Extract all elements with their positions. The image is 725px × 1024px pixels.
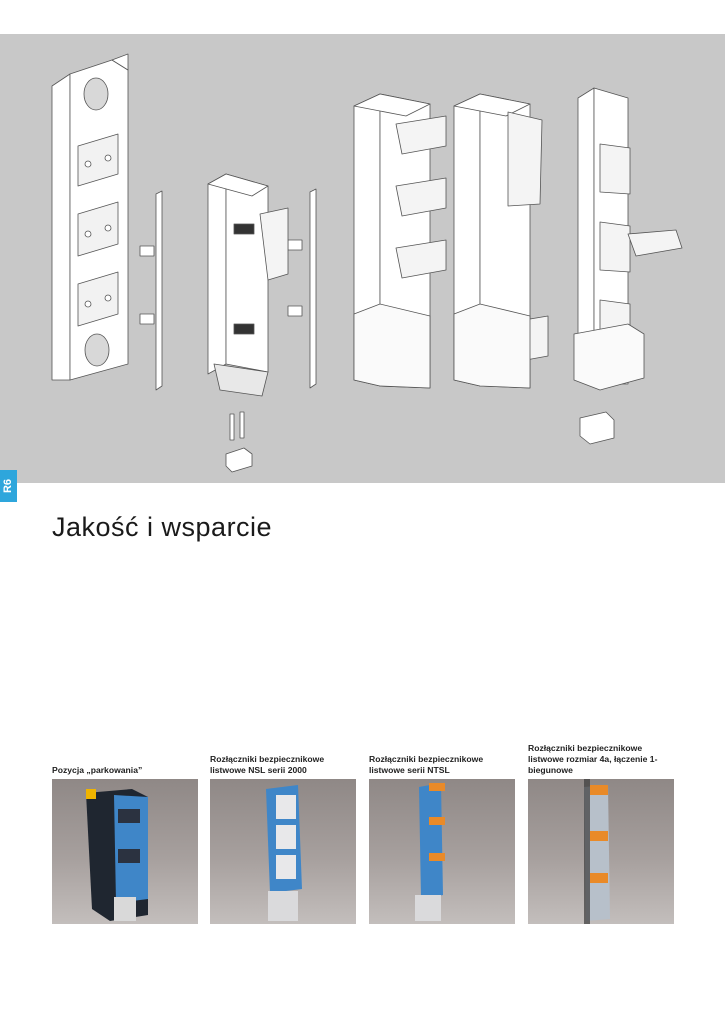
page-title: Jakość i wsparcie bbox=[52, 512, 273, 542]
nsl-2000-photo bbox=[210, 779, 356, 924]
assembled-disconnector-2 bbox=[454, 94, 548, 388]
product-caption: Pozycja „parkowania” bbox=[52, 765, 143, 775]
cover-strip-right bbox=[310, 189, 316, 388]
size-4a-photo bbox=[528, 779, 674, 924]
ntsl-photo bbox=[369, 779, 515, 924]
section-tab bbox=[0, 470, 17, 502]
product-caption: Rozłączniki bezpiecznikowe listwowe NSL serii 2000 bbox=[210, 754, 325, 775]
parking-position-photo bbox=[52, 779, 198, 924]
product-card-ntsl bbox=[369, 752, 515, 924]
product-card-size-4a bbox=[528, 743, 674, 924]
cover-strip-left bbox=[156, 191, 162, 390]
exploded-drawing bbox=[0, 34, 725, 483]
product-card-nsl-2000 bbox=[210, 752, 356, 924]
assembled-disconnector-1 bbox=[354, 94, 446, 388]
product-card-parking bbox=[52, 752, 198, 924]
screw-clamp-set bbox=[226, 412, 252, 472]
section-tab-label: R6 bbox=[2, 478, 15, 494]
exploded-drawing-panel bbox=[0, 34, 725, 483]
mounting-rail-plate bbox=[52, 54, 128, 380]
disconnector-body bbox=[208, 174, 288, 396]
product-caption: Rozłączniki bezpiecznikowe listwowe serii NTSL bbox=[369, 754, 484, 775]
assembled-disconnector-3 bbox=[574, 88, 682, 444]
product-caption: Rozłączniki bezpiecznikowe listwowe rozmiar 4a, łączenie 1-biegunowe bbox=[528, 743, 658, 775]
